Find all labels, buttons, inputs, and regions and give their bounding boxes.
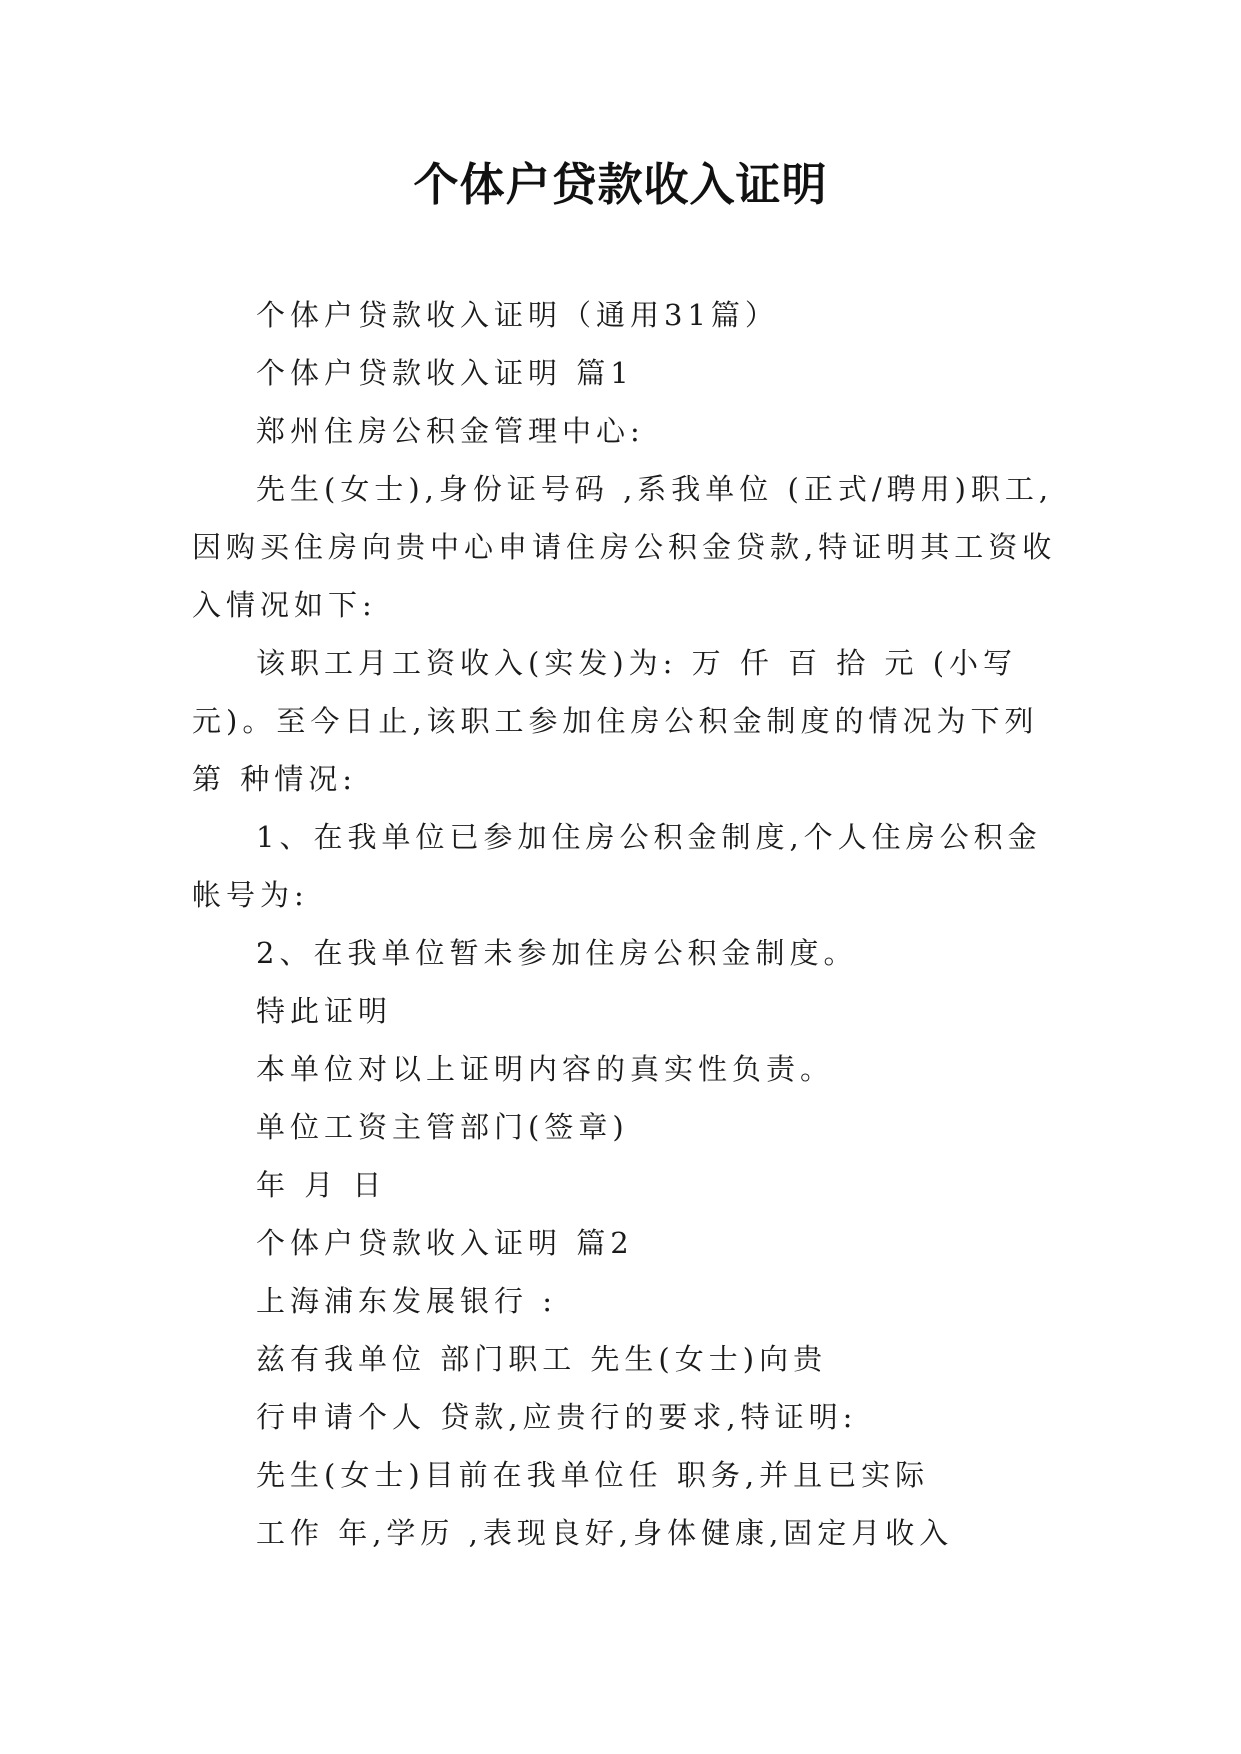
paragraph-option-1: 1、在我单位已参加住房公积金制度,个人住房公积金帐号为: (192, 820, 1042, 912)
paragraph-employee-info: 先生(女士),身份证号码 ,系我单位 (正式/聘用)职工,因购买住房向贵中心申请住房公积金贷款,特证明其工资收入情况如下: (192, 472, 1057, 622)
paragraph-position: 先生(女士)目前在我单位任 职务,并且已实际 (256, 1458, 930, 1492)
paragraph-section-2-heading: 个体户贷款收入证明 篇2 (256, 1226, 634, 1260)
paragraph-loan-request: 行申请个人 贷款,应贵行的要求,特证明: (256, 1400, 858, 1434)
paragraph-section-1-heading: 个体户贷款收入证明 篇1 (256, 356, 634, 390)
paragraph-date: 年 月 日 (256, 1168, 387, 1202)
paragraph-recipient-zhengzhou: 郑州住房公积金管理中心: (256, 414, 645, 448)
paragraph-signature-dept: 单位工资主管部门(签章) (256, 1110, 629, 1144)
paragraph-responsibility: 本单位对以上证明内容的真实性负责。 (256, 1052, 835, 1086)
paragraph-work-years: 工作 年,学历 ,表现良好,身体健康,固定月收入 (256, 1516, 954, 1550)
paragraph-salary-info: 该职工月工资收入(实发)为: 万 仟 百 拾 元 (小写 元)。至今日止,该职工参加住房公积金制度的情况为下列第 种情况: (192, 646, 1039, 796)
document-body (192, 286, 1058, 1562)
paragraph-subtitle: 个体户贷款收入证明（通用31篇） (256, 298, 779, 332)
paragraph-employee-dept: 兹有我单位 部门职工 先生(女士)向贵 (256, 1342, 828, 1376)
document-title: 个体户贷款收入证明 (413, 158, 828, 211)
paragraph-certify: 特此证明 (256, 994, 393, 1028)
paragraph-option-2: 2、在我单位暂未参加住房公积金制度。 (256, 936, 858, 970)
paragraph-recipient-bank: 上海浦东发展银行 : (256, 1284, 557, 1318)
